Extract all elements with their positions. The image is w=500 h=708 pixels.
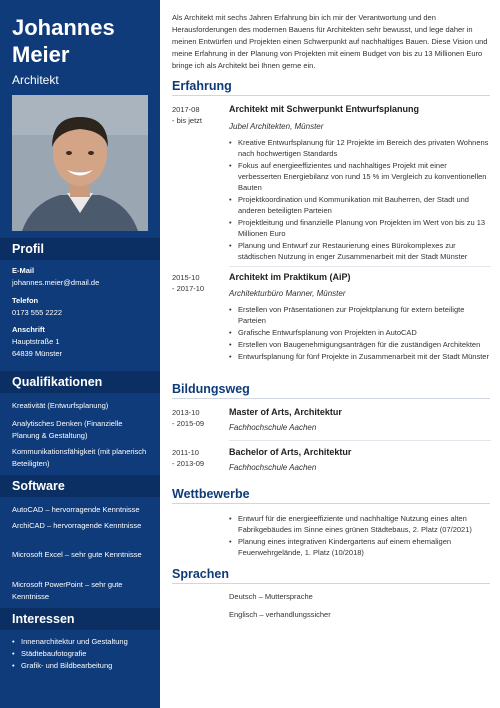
job-bullet: • Projektkoordination und Kommunikation mit Bauherren, der Stadt und anderen beteiligten Parteien xyxy=(229,194,491,216)
interest-item: • Städtebaufotografie xyxy=(12,648,152,660)
qualification-item: Kreativität (Entwurfsplanung) xyxy=(12,401,109,410)
profile-photo xyxy=(12,95,148,231)
software-item: AutoCAD – hervorragende Kenntnisse xyxy=(12,505,140,514)
intro-paragraph: Als Architekt mit sechs Jahren Erfahrung bin ich mir der Verantwortung und den Herausforderungen des modernen Bauens für Architekten sehr bewusst, und lege daher in meinen Entwürfen und Projekten einen Schwerpunkt auf nachhaltiges Bauen. Diese Vision und meine Erfahrung in der Planung von Projekten mit einem Budget von bis zu 13 Millionen Euro bringe ich als Architekt bei Ihnen gerne ein. xyxy=(172,13,488,70)
address-line1: Hauptstraße 1 xyxy=(12,337,60,346)
job-date-end: - bis jetzt xyxy=(172,116,203,125)
software-item: Microsoft Excel – sehr gute Kenntnisse xyxy=(12,550,142,559)
job-bullet: • Erstellen von Baugenehmigungsanträgen für die zuständigen Architekten xyxy=(229,339,491,350)
job-bullets xyxy=(229,304,491,363)
address-label: Anschrift xyxy=(12,325,45,334)
language-item: Deutsch – Muttersprache xyxy=(229,592,313,601)
degree-title: Master of Arts, Architektur xyxy=(229,407,342,417)
job-date xyxy=(172,272,227,294)
software-heading: Software xyxy=(0,475,160,497)
sidebar xyxy=(0,0,160,708)
person-name xyxy=(12,14,152,68)
first-name: Johannes xyxy=(12,15,115,40)
competition-item: • Planung eines integrativen Kindergartens auf einem ehemaligen Feuerwehrgelände, 1. Platz (10/2018) xyxy=(229,536,491,558)
job-title: Architekt mit Schwerpunkt Entwurfsplanung xyxy=(229,104,420,114)
language-item: Englisch – verhandlungssicher xyxy=(229,610,331,619)
education-date xyxy=(172,447,227,469)
job-bullet: • Erstellen von Präsentationen zur Projektplanung für extern beteiligte Parteien xyxy=(229,304,491,326)
job-date xyxy=(172,104,227,126)
job-bullet: • Projektleitung und finanzielle Planung von Projekten im Wert von bis zu 13 Millionen Euro xyxy=(229,217,491,239)
last-name: Meier xyxy=(12,42,70,67)
competitions-heading: Wettbewerbe xyxy=(172,486,490,504)
email-value[interactable]: johannes.meier@dmail.de xyxy=(12,278,100,287)
education-divider xyxy=(229,440,491,441)
portrait-image xyxy=(12,95,148,231)
education-date-end: - 2013-09 xyxy=(172,459,205,468)
school-name: Fachhochschule Aachen xyxy=(229,423,317,432)
job-role: Architekt xyxy=(12,73,59,87)
software-item: ArchiCAD – hervorragende Kenntnisse xyxy=(12,521,142,530)
job-bullet: • Fokus auf energieeffizientes und nachhaltiges Projekt mit einer verbesserten Energiebilanz von rund 15 % im Vergleich zu konventionellen Bauten xyxy=(229,160,491,193)
interests-list xyxy=(12,636,152,672)
job-bullet: • Planung und Entwurf zur Restaurierung eines Bürokomplexes zur städtischen Nutzung in enger Zusammenarbeit mit der Stadt Münster xyxy=(229,240,491,262)
education-heading: Bildungsweg xyxy=(172,381,490,399)
degree-title: Bachelor of Arts, Architektur xyxy=(229,447,352,457)
interest-item: • Innenarchitektur und Gestaltung xyxy=(12,636,152,648)
phone-label: Telefon xyxy=(12,296,39,305)
profile-heading: Profil xyxy=(0,238,160,260)
qualification-item: Kommunikationsfähigkeit (mit planerisch Beteiligten) xyxy=(12,447,147,468)
job-bullet: • Kreative Entwurfsplanung für 12 Projekte im Bereich des privaten Wohnens nach hochwertigen Standards xyxy=(229,137,491,159)
job-bullet: • Entwurfsplanung für fünf Projekte in Zusammenarbeit mit der Stadt Münster xyxy=(229,351,491,362)
job-company: Jubel Architekten, Münster xyxy=(229,122,324,131)
qualification-item: Analytisches Denken (Finanzielle Planung & Gestaltung) xyxy=(12,419,123,440)
job-date-start: 2017-08 xyxy=(172,105,200,114)
job-company: Architekturbüro Manner, Münster xyxy=(229,289,346,298)
phone-value[interactable]: 0173 555 2222 xyxy=(12,308,63,317)
experience-heading: Erfahrung xyxy=(172,78,490,96)
interests-heading: Interessen xyxy=(0,608,160,630)
job-title: Architekt im Praktikum (AiP) xyxy=(229,272,351,282)
email-label: E-Mail xyxy=(12,266,35,275)
languages-heading: Sprachen xyxy=(172,566,490,584)
school-name: Fachhochschule Aachen xyxy=(229,463,317,472)
competition-item: • Entwurf für die energieeffiziente und nachhaltige Nutzung eines alten Fabrikgebäudes im Sinne eines grünen Städtebaus, 2. Platz (07/2021) xyxy=(229,513,491,535)
education-date xyxy=(172,407,227,429)
qualifications-heading: Qualifikationen xyxy=(0,371,160,393)
education-date-start: 2011-10 xyxy=(172,448,199,457)
job-divider xyxy=(229,266,491,267)
competitions-list xyxy=(229,513,491,559)
job-bullets xyxy=(229,137,491,263)
address-line2: 64839 Münster xyxy=(12,349,63,358)
interest-item: • Grafik- und Bildbearbeitung xyxy=(12,660,152,672)
software-item: Microsoft PowerPoint – sehr gute Kenntnisse xyxy=(12,580,123,601)
job-bullet: • Grafische Entwurfsplanung von Projekten in AutoCAD xyxy=(229,327,491,338)
education-date-end: - 2015-09 xyxy=(172,419,205,428)
job-date-end: - 2017-10 xyxy=(172,284,205,293)
job-date-start: 2015-10 xyxy=(172,273,200,282)
education-date-start: 2013-10 xyxy=(172,408,200,417)
